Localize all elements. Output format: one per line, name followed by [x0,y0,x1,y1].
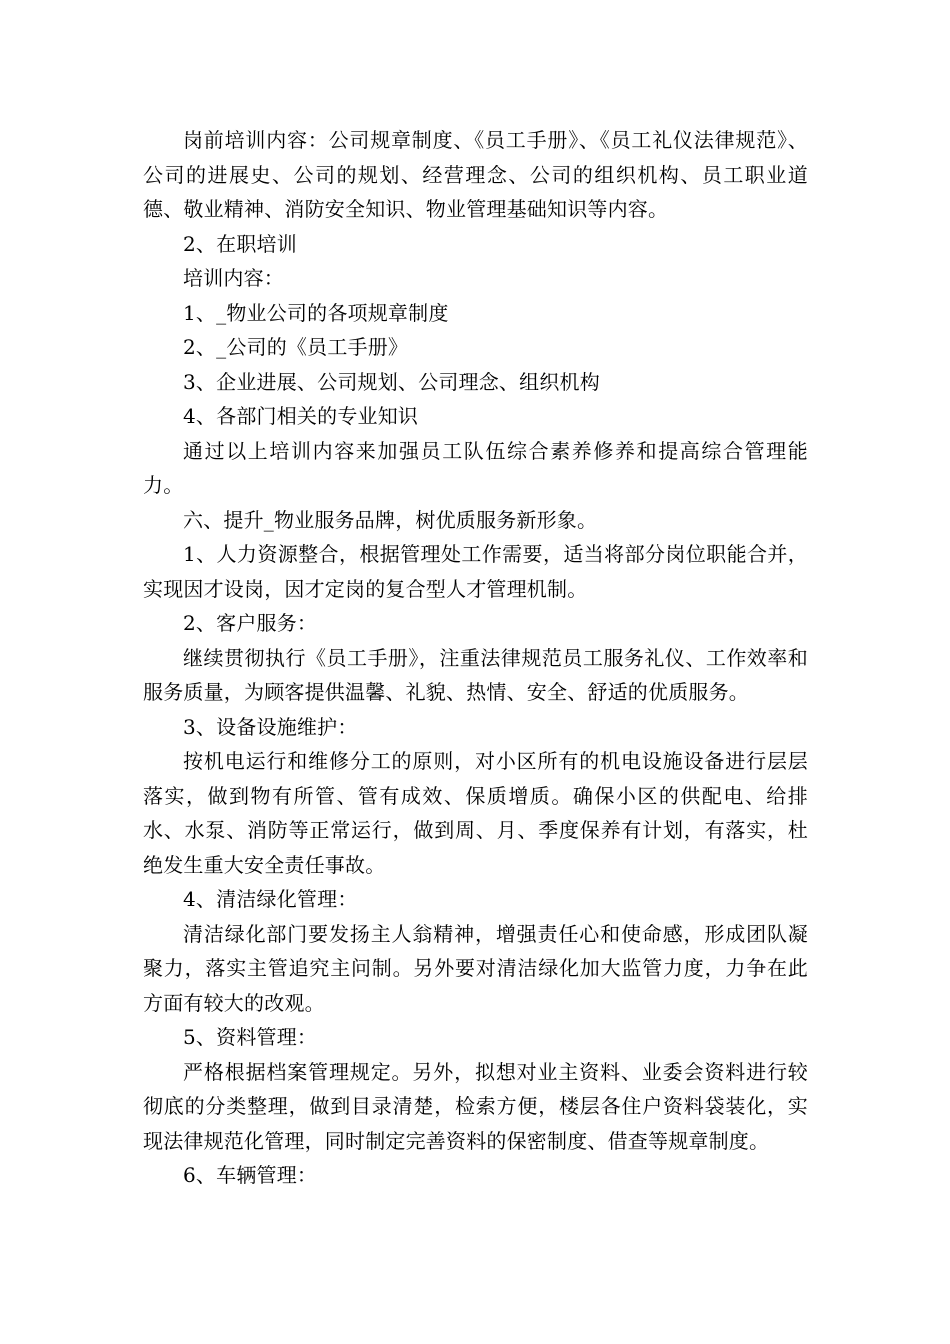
document-body [143,123,808,1193]
heading-vehicle-management: 6、车辆管理： [183,1163,318,1187]
paragraph-equipment-maintenance: 按机电运行和维修分工的原则，对小区所有的机电设施设备进行层层落实，做到物有所管、管有成效、保质增质。确保小区的供配电、给排水、水泵、消防等正常运行，做到周、月、季度保养有计划，有落实，杜绝发生重大安全责任事故。 [143,749,808,877]
heading-cleaning-greening: 4、清洁绿化管理： [183,887,358,911]
list-item-professional-knowledge: 4、各部门相关的专业知识 [183,404,419,428]
list-item-company-development: 3、企业进展、公司规划、公司理念、组织机构 [183,369,600,394]
paragraph-hr-integration: 1、人力资源整合，根据管理处工作需要，适当将部分岗位职能合并，实现因才设岗，因才定岗的复合型人才管理机制。 [143,542,808,601]
heading-equipment-maintenance: 3、设备设施维护： [183,714,358,739]
list-item-handbook: 2、_公司的《员工手册》 [183,335,409,359]
section-heading-brand: 六、提升_物业服务品牌，树优质服务新形象。 [183,507,598,532]
paragraph-cleaning-greening: 清洁绿化部门要发扬主人翁精神，增强责任心和使命感，形成团队凝聚力，落实主管追究主问制。另外要对清洁绿化加大监管力度，力争在此方面有较大的改观。 [143,921,808,1015]
heading-on-job-training: 2、在职培训 [183,231,297,256]
paragraph-training-summary: 通过以上培训内容来加强员工队伍综合素养修养和提高综合管理能力。 [143,438,808,497]
label-training-content: 培训内容： [183,266,284,290]
paragraph-pre-job-training: 岗前培训内容：公司规章制度、《员工手册》、《员工礼仪法律规范》、公司的进展史、公司的规划、经营理念、公司的组织机构、员工职业道德、敬业精神、消防安全知识、物业管理基础知识等内容。 [143,128,808,221]
heading-document-management: 5、资料管理： [183,1025,318,1049]
heading-customer-service: 2、客户服务： [183,611,318,635]
paragraph-document-management: 严格根据档案管理规定。另外，拟想对业主资料、业委会资料进行较彻底的分类整理，做到目录清楚，检索方便，楼层各住户资料袋装化，实现法律规范化管理，同时制定完善资料的保密制度、借查等规章制度。 [143,1059,808,1153]
list-item-rules: 1、_物业公司的各项规章制度 [183,300,449,325]
paragraph-customer-service: 继续贯彻执行《员工手册》，注重法律规范员工服务礼仪、工作效率和服务质量，为顾客提供温馨、礼貌、热情、安全、舒适的优质服务。 [143,645,808,704]
